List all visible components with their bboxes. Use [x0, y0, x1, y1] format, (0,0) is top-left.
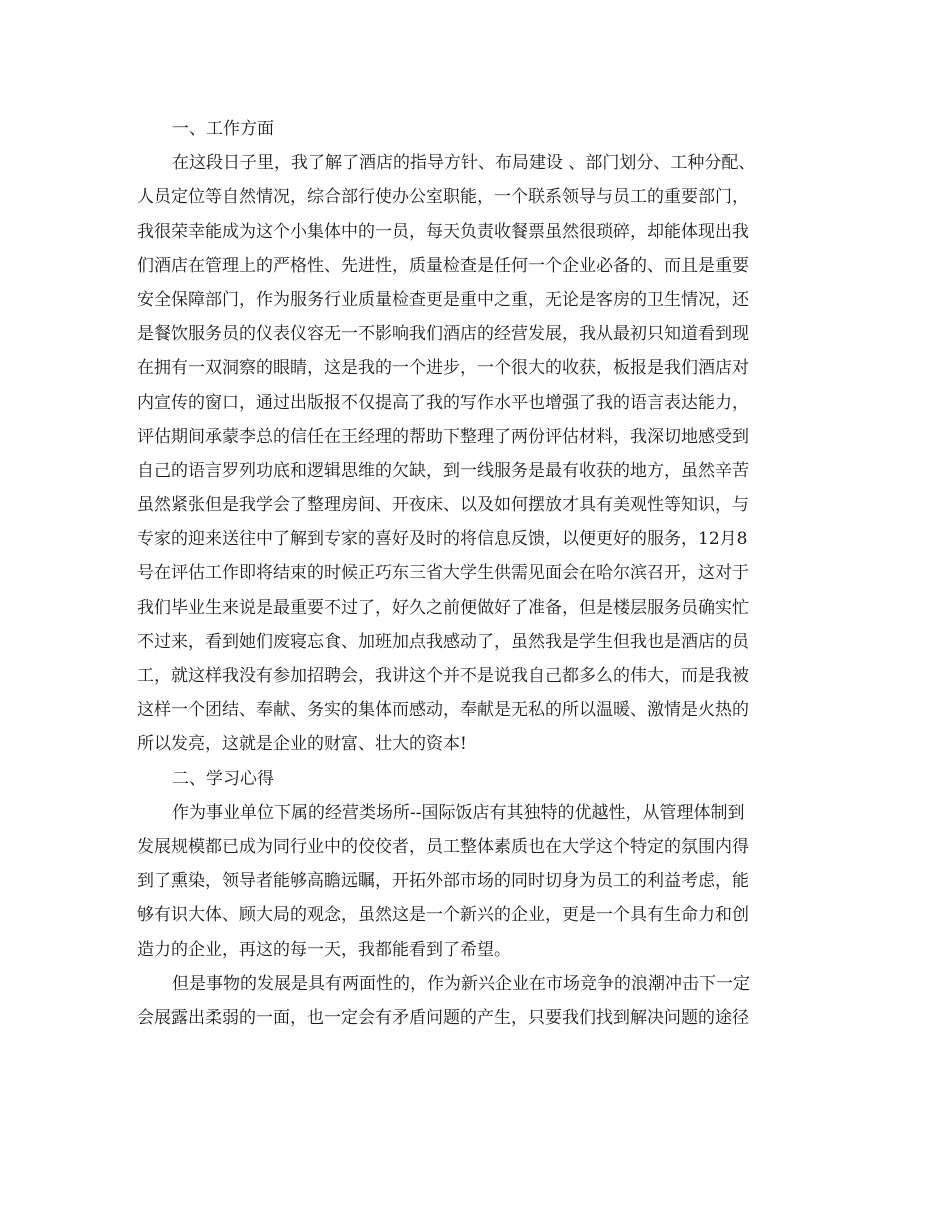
paragraph-line: 自己的语言罗列功底和逻辑思维的欠缺，到一线服务是最有收获的地方，虽然辛苦	[137, 460, 749, 481]
paragraph-line: 人员定位等自然情况，综合部行使办公室职能，一个联系领导与员工的重要部门，	[137, 187, 749, 208]
paragraph-line: 专家的迎来送往中了解到专家的喜好及时的将信息反馈，以便更好的服务，12月8	[137, 529, 748, 550]
paragraph-line: 在拥有一双洞察的眼睛，这是我的一个进步，一个很大的收获，板报是我们酒店对	[137, 358, 749, 379]
paragraph-line: 们酒店在管理上的严格性、先进性，质量检查是任何一个企业必备的、而且是重要	[137, 255, 749, 276]
paragraph-line: 作为事业单位下属的经营类场所--国际饭店有其独特的优越性，从管理体制到	[172, 802, 745, 823]
document-body	[137, 112, 837, 1035]
paragraph-line: 会展露出柔弱的一面，也一定会有矛盾问题的产生，只要我们找到解决问题的途径	[137, 1007, 749, 1028]
paragraph-line: 号在评估工作即将结束的时候正巧东三省大学生供需见面会在哈尔滨召开，这对于	[137, 563, 749, 584]
paragraph-line: 造力的企业，再这的每一天，我都能看到了希望。	[137, 939, 511, 960]
paragraph-line: 安全保障部门，作为服务行业质量检查更是重中之重，无论是客房的卫生情况，还	[137, 289, 749, 310]
paragraph-line: 不过来，看到她们废寝忘食、加班加点我感动了，虽然我是学生但我也是酒店的员	[137, 631, 749, 652]
section-heading: 一、工作方面	[172, 119, 274, 139]
paragraph-line: 发展规模都已成为同行业中的佼佼者，员工整体素质也在大学这个特定的氛围内得	[137, 836, 749, 857]
paragraph-line: 评估期间承蒙李总的信任在王经理的帮助下整理了两份评估材料，我深切地感受到	[137, 426, 749, 447]
paragraph-line: 工，就这样我没有参加招聘会，我讲这个并不是说我自己都多么的伟大，而是我被	[137, 666, 749, 686]
paragraph-line: 我们毕业生来说是最重要不过了，好久之前便做好了准备，但是楼层服务员确实忙	[137, 597, 749, 618]
paragraph-line: 虽然紧张但是我学会了整理房间、开夜床、以及如何摆放才具有美观性等知识，与	[137, 495, 749, 516]
paragraph-line: 到了熏染，领导者能够高瞻远瞩，开拓外部市场的同时切身为员工的利益考虑，能	[137, 871, 749, 892]
paragraph-line: 够有识大体、顾大局的观念，虽然这是一个新兴的企业，更是一个具有生命力和创	[137, 905, 749, 926]
paragraph-line: 是餐饮服务员的仪表仪容无一不影响我们酒店的经营发展，我从最初只知道看到现	[137, 324, 749, 345]
paragraph-line: 在这段日子里，我了解了酒店的指导方针、布局建设 、部门划分、工种分配、	[172, 153, 756, 174]
paragraph-line: 这样一个团结、奉献、务实的集体而感动，奉献是无私的所以温暖、激情是火热的	[137, 700, 749, 721]
paragraph-line: 内宣传的窗口，通过出版报不仅提高了我的写作水平也增强了我的语言表达能力，	[137, 392, 749, 413]
paragraph-line: 但是事物的发展是具有两面性的，作为新兴企业在市场竞争的浪潮冲击下一定	[172, 973, 750, 994]
section-heading: 二、学习心得	[172, 768, 274, 789]
paragraph-line: 所以发亮，这就是企业的财富、壮大的资本!	[137, 734, 467, 755]
paragraph-line: 我很荣幸能成为这个小集体中的一员，每天负责收餐票虽然很琐碎，却能体现出我	[137, 221, 749, 242]
